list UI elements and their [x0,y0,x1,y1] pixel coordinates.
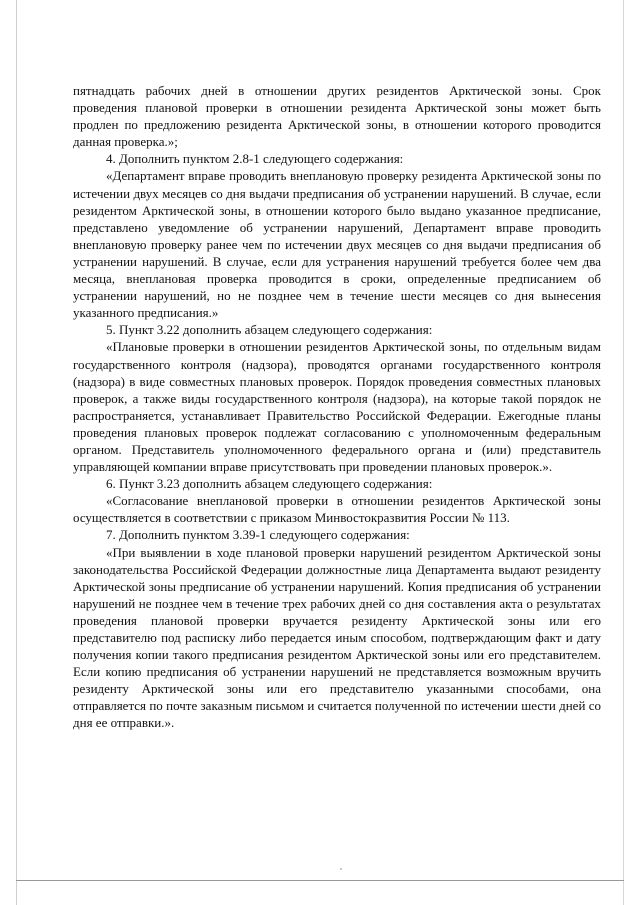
paragraph-item-4-heading: 4. Дополнить пунктом 2.8-1 следующего содержания: [106,151,404,167]
document-body [73,82,601,732]
paragraph-item-5-heading: 5. Пункт 3.22 дополнить абзацем следующего содержания: [106,322,433,338]
scan-speck [340,868,342,870]
scan-border-bottom [16,880,624,881]
paragraph-continuation: пятнадцать рабочих дней в отношении других резидентов Арктической зоны. Срок проведения плановой проверки в отношении резидента Арктической зоны может быть продлен по предложению резидента Арктической зоны, в отношении которого проводится данная проверка.»; [73,83,601,150]
paragraph-item-6-heading: 6. Пункт 3.23 дополнить абзацем следующего содержания: [106,476,433,492]
scan-border-right [623,0,624,905]
paragraph-item-6-text: «Согласование внеплановой проверки в отношении резидентов Арктической зоны осуществляется в соответствии с приказом Минвостокразвития России № 113. [73,493,601,526]
paragraph-item-7-heading: 7. Дополнить пунктом 3.39-1 следующего содержания: [106,527,410,543]
paragraph-item-4-text: «Департамент вправе проводить внеплановую проверку резидента Арктической зоны по истечении двух месяцев со дня выдачи предписания об устранении нарушений. В случае, если резидентом Арктической зоны, в отношении которого было выдано указанное предписание, представлено уведомление об устранении нарушений, Департамент вправе проводить внеплановую проверку ранее чем по истечении двух месяцев со дня выдачи предписания об устранении нарушений. В случае, если для устранения нарушений требуется более чем два месяца, внеплановая проверка проводится в сроки, определенные предписанием об устранении нарушений, но не позднее чем в течение шести месяцев со дня вынесения указанного предписания.» [73,168,601,321]
paragraph-item-7-text: «При выявлении в ходе плановой проверки нарушений резидентом Арктической зоны законодательства Российской Федерации должностные лица Департамента выдают резиденту Арктической зоны предписание об устранении нарушений. Копия предписания об устранении нарушений не позднее чем в течение трех рабочих дней со дня составления акта о результатах проведения плановой проверки вручается резиденту Арктической зоны или его представителю под расписку либо передается иным способом, подтверждающим факт и дату получения копии такого предписания резидентом Арктической зоны или его представителем. Если копию предписания об устранении нарушений не представляется возможным вручить резиденту Арктической зоны или его представителю указанными способами, она отправляется по почте заказным письмом и считается полученной по истечении шести дней со дня ее отправки.». [73,544,601,731]
scan-border-left [16,0,17,905]
paragraph-item-5-text: «Плановые проверки в отношении резидентов Арктической зоны, по отдельным видам государственного контроля (надзора), проводятся органами государственного контроля (надзора) в виде совместных плановых проверок. Порядок проведения совместных плановых проверок, а также виды государственного контроля (надзора), на которые такой порядок не распространяется, устанавливает Правительство Российской Федерации. Ежегодные планы проведения плановых проверок подлежат согласованию с уполномоченным федеральным органом. Представитель уполномоченного федерального органа и (или) представитель управляющей компании вправе присутствовать при проведении плановых проверок.». [73,339,601,475]
